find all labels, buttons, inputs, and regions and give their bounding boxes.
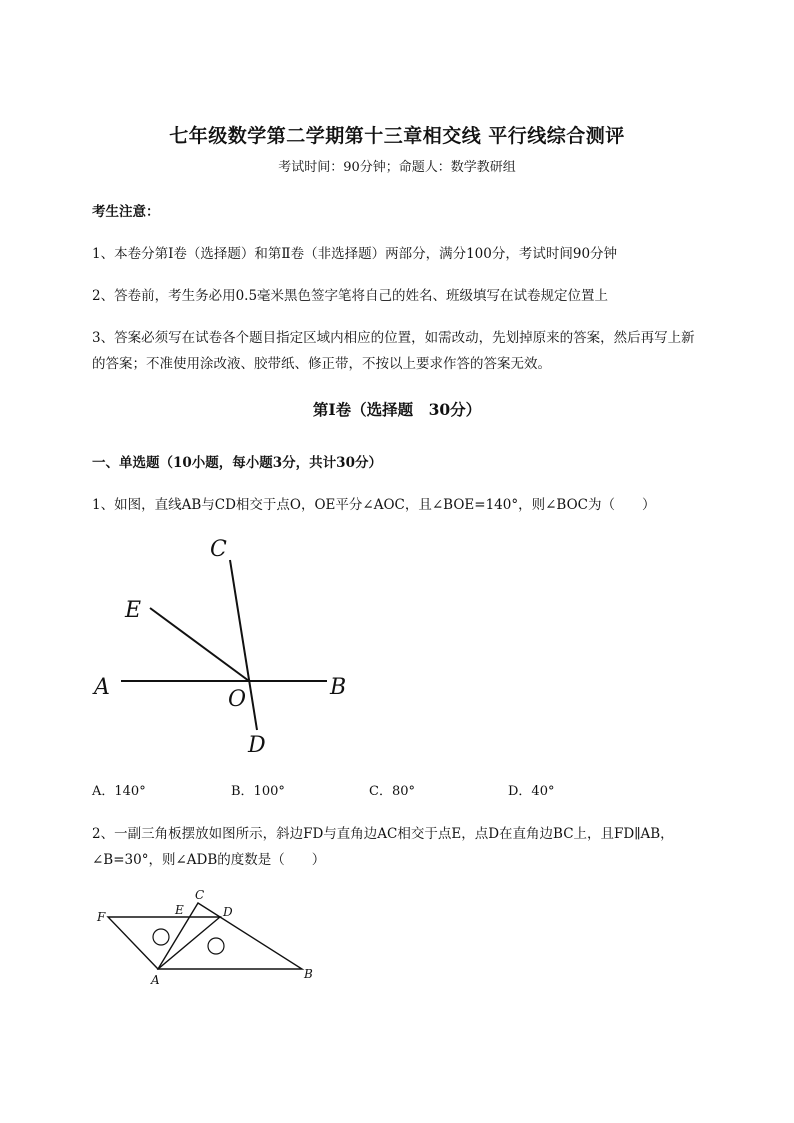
figure-label-o: O: [228, 687, 247, 712]
figure-label-d: D: [223, 905, 233, 919]
notice-item-3: 3、答案必须写在试卷各个题目指定区域内相应的位置，如需改动，先划掉原来的答案，然后再写上新: [92, 330, 695, 346]
q1-option-a[interactable]: A．140°: [92, 784, 146, 799]
notice-item-1: 1、本卷分第Ⅰ卷（选择题）和第Ⅱ卷（非选择题）两部分，满分100分，考试时间90分钟: [92, 246, 618, 262]
q1-option-d[interactable]: D．40°: [508, 784, 555, 799]
section-title: 第Ⅰ卷（选择题 30分）: [312, 400, 482, 419]
figure-label-e: E: [125, 598, 142, 623]
question-1-figure: [85, 530, 375, 765]
figure-label-e: E: [175, 903, 184, 917]
notice-item-3-cont: 的答案；不准使用涂改液、胶带纸、修正带，不按以上要求作答的答案无效。: [92, 356, 551, 372]
notice-item-2: 2、答卷前，考生务必用0.5毫米黑色签字笔将自己的姓名、班级填写在试卷规定位置上: [92, 288, 609, 304]
figure-label-b: B: [330, 675, 347, 700]
notice-heading: 考生注意：: [92, 204, 160, 220]
figure-label-a: A: [151, 973, 160, 987]
question-1-stem: 1、如图，直线AB与CD相交于点O，OE平分∠AOC，且∠BOE=140°，则∠BOC为（ ）: [92, 497, 656, 513]
q1-option-c[interactable]: C．80°: [369, 784, 415, 799]
figure-label-a: A: [94, 675, 110, 700]
figure-label-f: F: [97, 910, 106, 924]
question-2-stem-line1: 2、一副三角板摆放如图所示，斜边FD与直角边AC相交于点E，点D在直角边BC上，且FD∥AB，: [92, 826, 674, 842]
figure-label-d: D: [248, 733, 266, 758]
figure-label-c: C: [195, 888, 205, 902]
part-heading: 一、单选题（10小题，每小题3分，共计30分）: [92, 455, 382, 471]
q1-option-b[interactable]: B．100°: [231, 784, 285, 799]
exam-info: 考试时间：90分钟；命题人：数学教研组: [278, 160, 516, 175]
question-2-stem-line2: ∠B=30°，则∠ADB的度数是（ ）: [92, 852, 326, 868]
question-2-figure: [90, 883, 330, 993]
figure-label-c: C: [210, 537, 227, 562]
page-title: 七年级数学第二学期第十三章相交线 平行线综合测评: [169, 125, 625, 147]
figure-label-b: B: [304, 967, 313, 981]
